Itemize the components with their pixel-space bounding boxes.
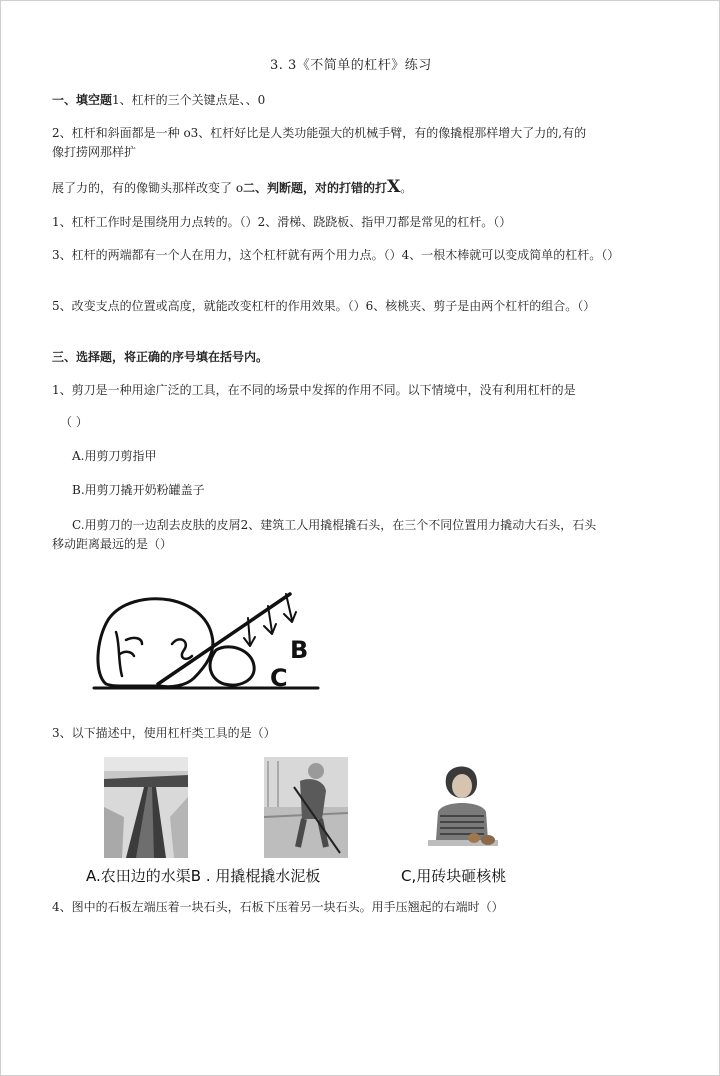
choice-q1-option-a: A.用剪刀剪指甲: [72, 449, 157, 463]
label-c: C: [270, 664, 288, 692]
label-b: B: [290, 636, 309, 664]
lever-figure: [90, 584, 330, 694]
choice-q1-option-c: C.用剪刀的一边刮去皮肤的皮屑2、建筑工人用撬棍撬石头，在三个不同位置用力撬动大石头，石头: [72, 518, 597, 532]
fill-q2-line3-text: 展了力的，有的像锄头那样改变了 o: [52, 181, 244, 195]
walnut-photo: [422, 760, 500, 858]
judge-q5: 5、改变支点的位置或高度，就能改变杠杆的作用效果。（）6、核桃夹、剪子是由两个杠杆的组合。（）: [52, 299, 596, 313]
section2-heading-end: 。: [400, 181, 413, 195]
section3-heading: 三、选择题，将正确的序号填在括号内。: [52, 350, 269, 364]
fill-q2-line1: 2、杠杆和斜面都是一种 o3、杠杆好比是人类功能强大的机械手臂，有的像撬棍那样增大了力的,有的: [52, 126, 587, 140]
fulcrum-stone: [210, 647, 254, 685]
caption-c: C,用砖块砸核桃: [401, 867, 507, 885]
choice-q3: 3、以下描述中，使用杠杆类工具的是（）: [52, 726, 276, 740]
page-title: 3. 3《不简单的杠杆》练习: [270, 58, 432, 73]
section2-heading: 二、判断题，对的打错的打: [243, 181, 388, 195]
caption-ab: A.农田边的水渠B . 用撬棍撬水泥板: [86, 867, 321, 885]
choice-q2-line2: 移动距离最远的是（）: [52, 537, 173, 551]
section1-heading: 一、填空题: [52, 93, 113, 107]
crowbar-photo: [264, 757, 348, 858]
choice-q1: 1、剪刀是一种用途广泛的工具，在不同的场景中发挥的作用不同。以下情境中，没有利用杠杆的是: [52, 383, 576, 397]
choice-q1-paren: （ ）: [60, 415, 88, 429]
judge-q1: 1、杠杆工作时是围绕用力点转的。（）2、滑梯、跷跷板、指甲刀都是常见的杠杆。（）: [52, 215, 512, 229]
section1-line: [52, 91, 265, 110]
fill-q1: 1、杠杆的三个关键点是、、0: [112, 93, 266, 107]
choice-q4: 4、图中的石板左端压着一块石头，石板下压着另一块石头。用手压翘起的右端时（）: [52, 900, 504, 914]
big-rock: [98, 599, 213, 687]
cross-mark: X: [387, 177, 401, 197]
fill-q2-line2: 像打捞网那样扩: [52, 145, 137, 159]
judge-q3: 3、杠杆的两端都有一个人在用力，这个杠杆就有两个用力点。（）4、一根木棒就可以变成简单的杠杆。（）: [52, 248, 620, 262]
fill-q2-line3: [52, 178, 412, 198]
choice-q1-option-b: B.用剪刀撬开奶粉罐盖子: [72, 483, 205, 497]
canal-photo: [104, 757, 188, 858]
